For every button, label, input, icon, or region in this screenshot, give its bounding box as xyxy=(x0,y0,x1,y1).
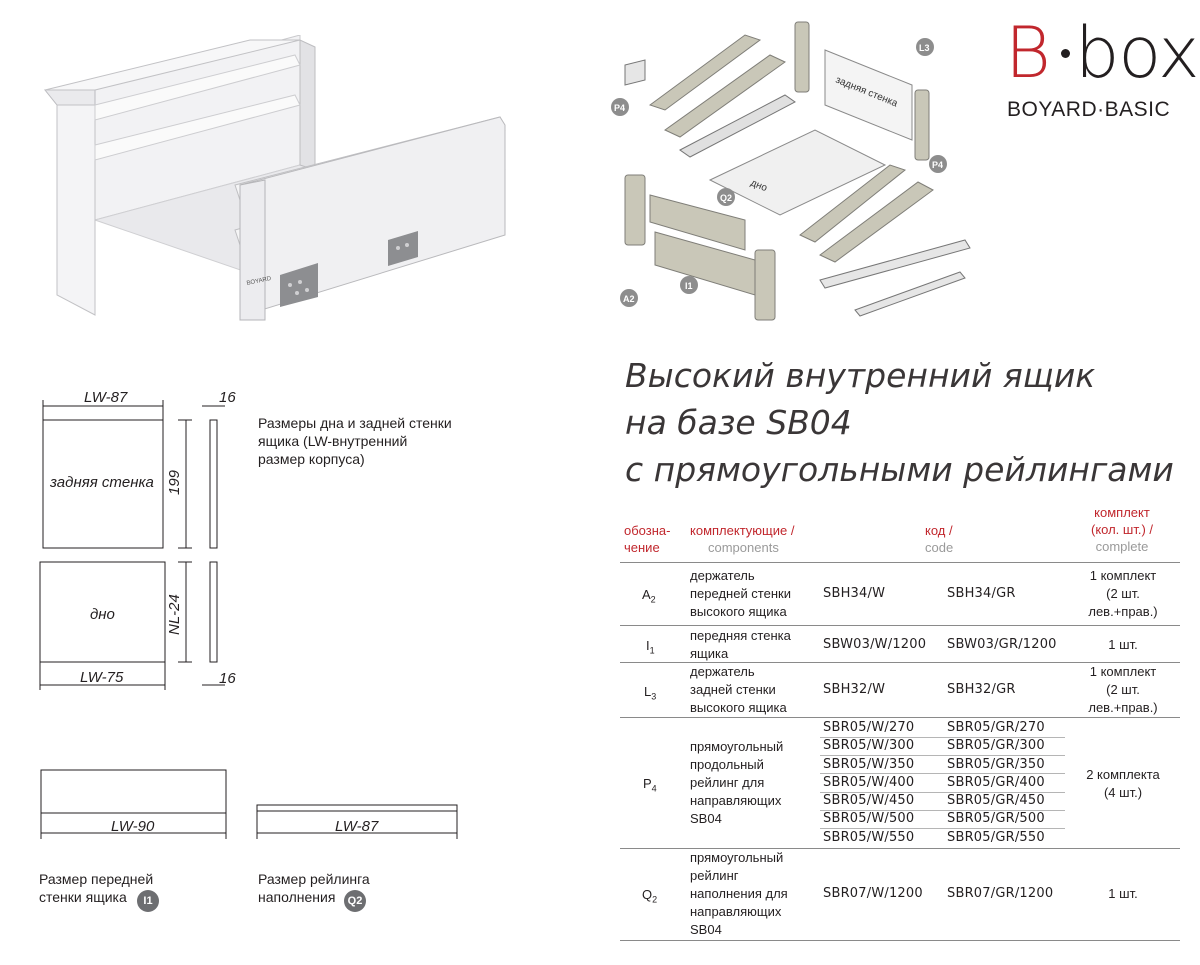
row-a2-sub: 2 xyxy=(650,594,656,605)
row-p4-sub: 4 xyxy=(651,783,657,794)
marker-a2: A2 xyxy=(623,294,635,304)
row-p4-designation xyxy=(643,775,657,798)
code-w: SBR05/W/300 xyxy=(823,738,915,754)
row-l3-code-gr: SBH32/GR xyxy=(947,682,1016,697)
bottom-depth: NL-24 xyxy=(166,594,183,635)
row-q2-sub: 2 xyxy=(652,894,658,905)
row-q2-code-gr: SBR07/GR/1200 xyxy=(947,886,1054,901)
row-l3-code-w: SBH32/W xyxy=(823,682,886,697)
row-q2-component-line: наполнения для xyxy=(690,886,788,901)
row-q2-designation xyxy=(642,886,657,909)
code-w: SBR05/W/350 xyxy=(823,756,915,772)
note-line-1: Размеры дна и задней стенки xyxy=(258,415,452,431)
row-l3-complete-line: лев.+прав.) xyxy=(1088,700,1158,715)
front-panel-and-rail-diagram xyxy=(30,765,470,845)
drawer-illustration xyxy=(35,35,535,325)
code-separator xyxy=(820,810,1065,811)
row-l3-component-line: высокого ящика xyxy=(690,700,787,715)
header-designation xyxy=(624,522,670,556)
row-l3-component-line: задней стенки xyxy=(690,682,776,697)
code-gr: SBR05/GR/550 xyxy=(947,829,1045,845)
code-w: SBR05/W/550 xyxy=(823,829,915,845)
row-i1-component-line: передняя стенка xyxy=(690,628,791,643)
rail-width: LW-87 xyxy=(335,818,379,835)
table-divider xyxy=(620,562,1180,563)
row-p4-component-line: рейлинг для xyxy=(690,775,765,790)
header-complete-line-1: комплект xyxy=(1094,505,1150,520)
code-separator xyxy=(820,755,1065,756)
row-q2-component-line: прямоугольный xyxy=(690,850,784,865)
rail-caption-line-1: Размер рейлинга xyxy=(258,871,370,887)
marker-l3: L3 xyxy=(919,43,930,53)
row-a2-component xyxy=(690,567,791,621)
row-divider xyxy=(620,625,1180,626)
header-code-en: code xyxy=(925,540,954,555)
back-wall-height: 199 xyxy=(166,469,183,495)
row-p4-complete-line: (4 шт.) xyxy=(1103,785,1143,800)
row-a2-component-line: передней стенки xyxy=(690,586,791,601)
row-q2-letter: Q xyxy=(642,887,653,902)
row-a2-complete-line: 1 комплект xyxy=(1089,568,1157,583)
logo-subtitle: BOYARD·BASIC xyxy=(1007,98,1171,121)
row-a2-code-gr: SBH34/GR xyxy=(947,586,1016,601)
dimensions-note xyxy=(258,414,452,468)
row-i1-component xyxy=(690,627,791,663)
logo-word-box: box xyxy=(1075,12,1199,94)
back-wall-width: LW-87 xyxy=(84,389,128,406)
title-line-3: с прямоугольными рейлингами xyxy=(625,450,1174,489)
row-a2-complete xyxy=(1080,567,1166,621)
row-l3-sub: 3 xyxy=(651,691,657,702)
row-a2-complete-line: (2 шт. xyxy=(1106,586,1140,601)
header-components xyxy=(690,522,794,556)
marker-p4-right: P4 xyxy=(932,160,944,170)
row-l3-complete-line: (2 шт. xyxy=(1106,682,1140,697)
row-a2-letter: A xyxy=(642,587,651,602)
row-divider xyxy=(620,717,1180,718)
front-caption-line-1: Размер передней xyxy=(39,871,154,887)
row-q2-component-line: SB04 xyxy=(690,922,722,937)
code-separator xyxy=(820,773,1065,774)
rail-caption-line-2: наполнения xyxy=(258,889,336,905)
header-code-ru: код / xyxy=(925,523,953,538)
row-i1-designation xyxy=(646,637,655,660)
code-w: SBR05/W/450 xyxy=(823,793,915,809)
dimension-lines xyxy=(30,380,250,700)
code-gr: SBR05/GR/400 xyxy=(947,774,1045,790)
marker-i1-badge: I1 xyxy=(137,890,159,912)
row-i1-complete: 1 шт. xyxy=(1108,637,1138,652)
header-complete-line-2: (кол. шт.) / xyxy=(1090,522,1154,537)
row-q2-component-line: рейлинг xyxy=(690,868,739,883)
logo-letter-b: B xyxy=(1005,12,1049,94)
row-p4-component-line: SB04 xyxy=(690,811,722,826)
row-l3-letter: L xyxy=(644,684,652,699)
row-i1-sub: 1 xyxy=(649,645,655,656)
code-gr: SBR05/GR/300 xyxy=(947,738,1045,754)
exploded-view-diagram xyxy=(600,10,980,325)
row-p4-component xyxy=(690,738,783,828)
row-l3-component xyxy=(690,663,787,717)
row-i1-code-w: SBW03/W/1200 xyxy=(823,637,927,652)
code-gr: SBR05/GR/500 xyxy=(947,811,1045,827)
bottom-label: дно xyxy=(90,606,115,623)
logo-dot xyxy=(1061,49,1070,58)
row-q2-component xyxy=(690,849,788,939)
brand-mark-text: BOYARD xyxy=(246,275,272,287)
code-separator xyxy=(820,828,1065,829)
row-a2-complete-line: лев.+прав.) xyxy=(1088,604,1158,619)
header-designation-line-1: обозна- xyxy=(624,523,671,538)
code-separator xyxy=(820,737,1065,738)
row-q2-code-w: SBR07/W/1200 xyxy=(823,886,923,901)
row-q2-component-line: направляющих xyxy=(690,904,782,919)
code-w: SBR05/W/270 xyxy=(823,720,915,735)
exploded-back-wall-label: задняя стенка xyxy=(833,74,900,110)
code-w: SBR05/W/500 xyxy=(823,811,915,827)
page-title xyxy=(625,352,1174,493)
header-designation-line-2: чение xyxy=(624,540,660,555)
row-i1-code-gr: SBW03/GR/1200 xyxy=(947,637,1057,652)
header-complete xyxy=(1082,504,1162,555)
front-panel-width: LW-90 xyxy=(111,818,155,835)
row-i1-letter: I xyxy=(646,638,650,653)
row-p4-letter: P xyxy=(643,776,652,791)
exploded-bottom-label: дно xyxy=(748,177,769,195)
title-line-1: Высокий внутренний ящик xyxy=(625,356,1096,395)
row-p4-component-line: направляющих xyxy=(690,793,782,808)
back-wall-label: задняя стенка xyxy=(50,474,154,491)
header-complete-en: complete xyxy=(1095,539,1149,554)
header-code xyxy=(925,522,953,556)
row-a2-component-line: держатель xyxy=(690,568,755,583)
row-a2-code-w: SBH34/W xyxy=(823,586,886,601)
row-p4-component-line: продольный xyxy=(690,757,764,772)
row-l3-complete-line: 1 комплект xyxy=(1089,664,1157,679)
note-line-2: ящика (LW-внутренний xyxy=(258,433,408,449)
marker-q2-badge: Q2 xyxy=(344,890,366,912)
code-w: SBR05/W/400 xyxy=(823,774,915,790)
row-q2-complete: 1 шт. xyxy=(1108,886,1138,901)
marker-q2: Q2 xyxy=(720,193,733,203)
row-l3-designation xyxy=(644,683,656,706)
row-i1-component-line: ящика xyxy=(690,646,729,661)
code-gr: SBR05/GR/270 xyxy=(947,720,1045,735)
row-a2-designation xyxy=(642,586,656,609)
row-p4-complete xyxy=(1080,766,1166,802)
code-separator xyxy=(820,792,1065,793)
title-line-2: на базе SB04 xyxy=(625,403,852,442)
header-components-ru: комплектующие / xyxy=(690,523,795,538)
row-l3-component-line: держатель xyxy=(690,664,755,679)
bottom-thickness: 16 xyxy=(219,670,236,687)
row-divider xyxy=(620,940,1180,941)
bottom-width: LW-75 xyxy=(80,669,124,686)
marker-p4-left: P4 xyxy=(614,103,626,113)
back-wall-thickness: 16 xyxy=(219,389,236,406)
row-p4-component-line: прямоугольный xyxy=(690,739,784,754)
note-line-3: размер корпуса) xyxy=(258,451,365,467)
row-a2-component-line: высокого ящика xyxy=(690,604,787,619)
row-p4-complete-line: 2 комплекта xyxy=(1086,767,1160,782)
code-gr: SBR05/GR/350 xyxy=(947,756,1045,772)
code-gr: SBR05/GR/450 xyxy=(947,793,1045,809)
front-caption-line-2: стенки ящика xyxy=(39,889,127,905)
row-l3-complete xyxy=(1080,663,1166,717)
marker-i1: I1 xyxy=(685,281,693,291)
header-components-en: components xyxy=(708,540,779,555)
